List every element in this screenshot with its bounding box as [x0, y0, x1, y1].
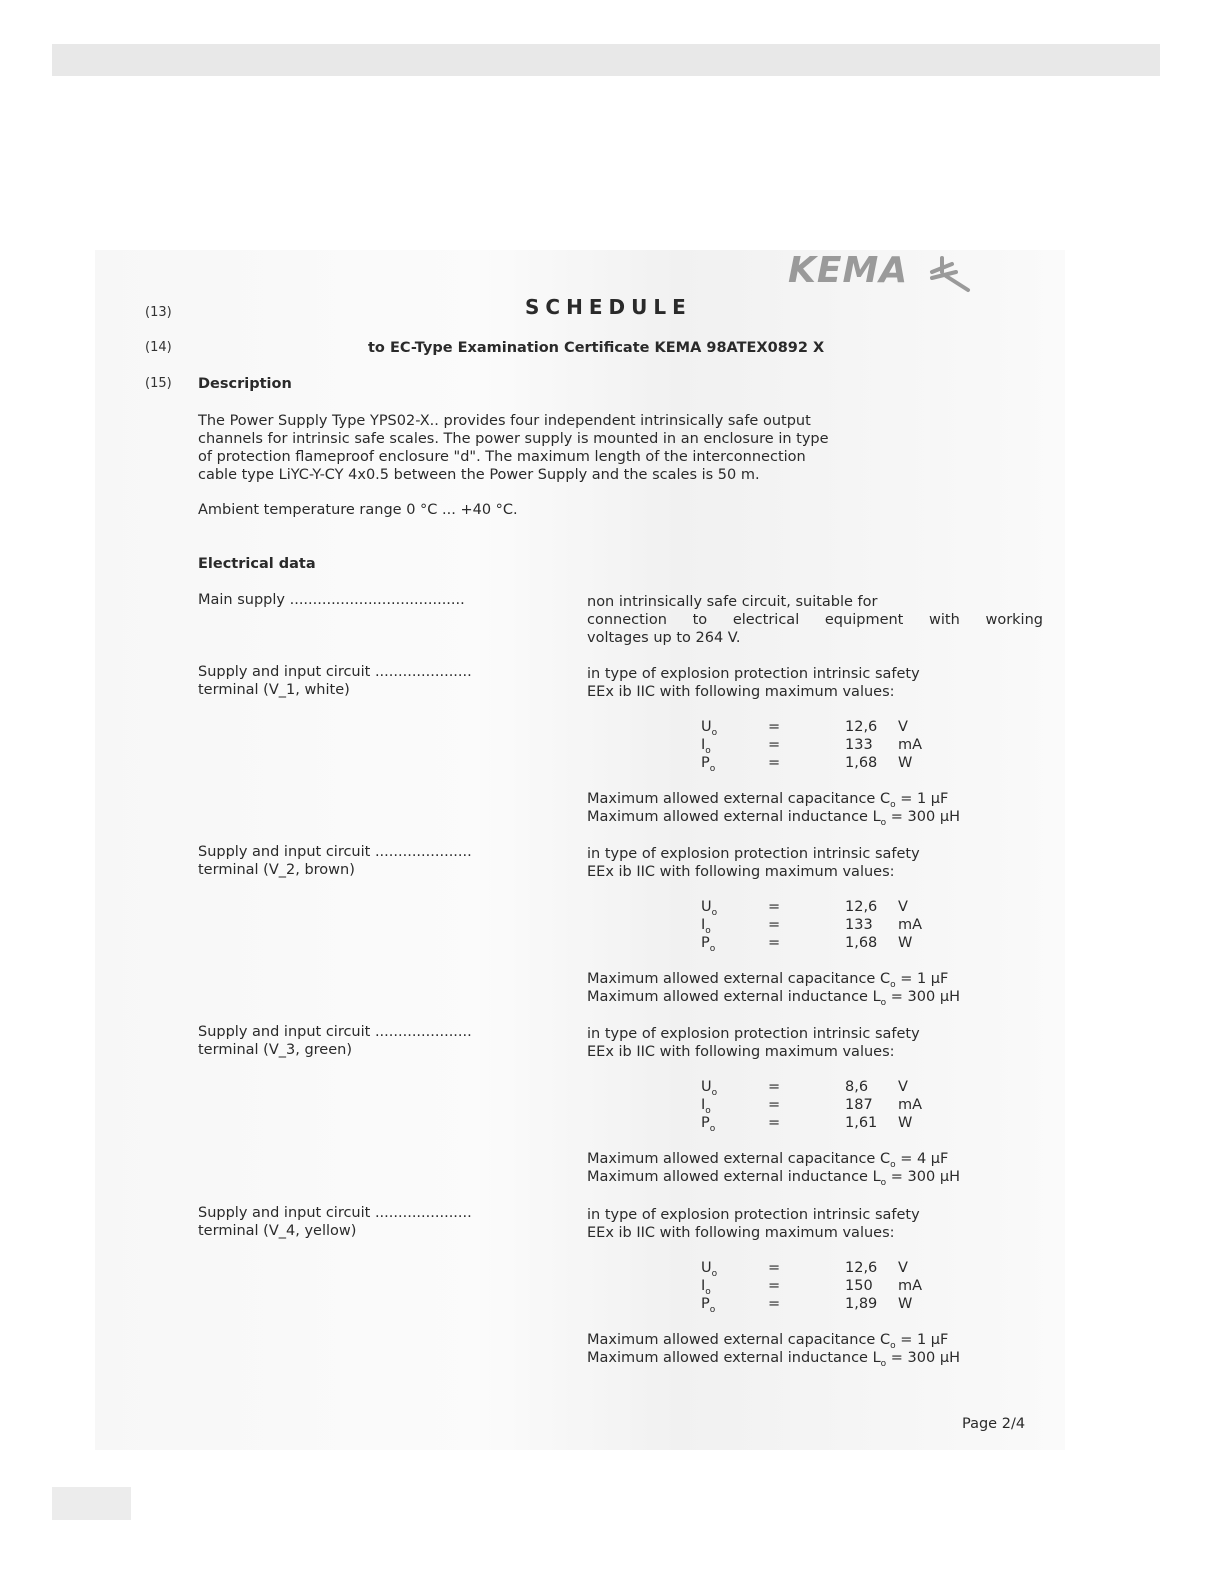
- equals-sign: =: [768, 917, 781, 933]
- value-unit: mA: [898, 737, 923, 753]
- value-row: [701, 1277, 941, 1295]
- ambient-temperature: Ambient temperature range 0 °C ... +40 °C.: [198, 502, 518, 518]
- electrical-data-heading: Electrical data: [198, 556, 316, 572]
- equals-sign: =: [768, 1097, 781, 1113]
- max-values-table: [701, 718, 941, 772]
- main-supply-description: [587, 593, 1043, 647]
- main-supply-line: [587, 611, 1043, 629]
- equals-sign: =: [768, 755, 781, 771]
- word: connection: [587, 612, 667, 628]
- word: to: [692, 612, 708, 628]
- value-unit: V: [898, 1260, 908, 1276]
- equals-sign: =: [768, 1260, 781, 1276]
- value-number: 133: [845, 917, 873, 933]
- value-row: [701, 1295, 941, 1313]
- value-number: 187: [845, 1097, 873, 1113]
- value-unit: V: [898, 1079, 908, 1095]
- circuit-values-intro: EEx ib IIC with following maximum values:: [587, 1225, 895, 1241]
- value-symbol: $U_o$: [701, 899, 718, 918]
- page-title: SCHEDULE: [525, 295, 692, 319]
- description-line: of protection flameproof enclosure "d". The maximum length of the interconnection: [198, 449, 806, 465]
- main-supply-label: Main supply ......................................: [198, 592, 465, 608]
- circuit-terminal: terminal (V_2, brown): [198, 862, 355, 878]
- capacitance-line: Maximum allowed external capacitance $C_o = 1$ μF: [587, 791, 949, 810]
- value-number: 1,68: [845, 755, 878, 771]
- word: with: [929, 612, 960, 628]
- max-values-table: [701, 1078, 941, 1132]
- value-unit: mA: [898, 917, 923, 933]
- kema-logo: [788, 248, 978, 294]
- capacitance-line: Maximum allowed external capacitance $C_o = 4$ μF: [587, 1151, 949, 1170]
- value-symbol: $P_o$: [701, 755, 716, 774]
- value-row: [701, 1114, 941, 1132]
- max-values-table: [701, 898, 941, 952]
- value-symbol: $I_o$: [701, 1278, 711, 1297]
- value-symbol: $I_o$: [701, 1097, 711, 1116]
- word: electrical: [732, 612, 800, 628]
- value-unit: mA: [898, 1097, 923, 1113]
- value-symbol: $P_o$: [701, 935, 716, 954]
- circuit-protection: in type of explosion protection intrinsic safety: [587, 666, 920, 682]
- main-supply-line: voltages up to 264 V.: [587, 630, 741, 646]
- circuit-values-intro: EEx ib IIC with following maximum values:: [587, 684, 895, 700]
- equals-sign: =: [768, 1278, 781, 1294]
- value-row: [701, 754, 941, 772]
- description-line: The Power Supply Type YPS02-X.. provides four independent intrinsically safe output: [198, 413, 811, 429]
- value-row: [701, 1259, 941, 1277]
- value-row: [701, 916, 941, 934]
- main-supply-line: non intrinsically safe circuit, suitable for: [587, 594, 878, 610]
- description-line: channels for intrinsic safe scales. The power supply is mounted in an enclosure in type: [198, 431, 829, 447]
- value-number: 150: [845, 1278, 873, 1294]
- value-unit: V: [898, 719, 908, 735]
- value-number: 8,6: [845, 1079, 869, 1095]
- circuit-protection: in type of explosion protection intrinsic safety: [587, 1207, 920, 1223]
- word: equipment: [824, 612, 904, 628]
- circuit-values-intro: EEx ib IIC with following maximum values:: [587, 864, 895, 880]
- description-paragraph: [198, 412, 829, 484]
- value-row: [701, 1096, 941, 1114]
- circuit-terminal: terminal (V_3, green): [198, 1042, 352, 1058]
- value-row: [701, 736, 941, 754]
- capacitance-line: Maximum allowed external capacitance $C_o = 1$ μF: [587, 1332, 949, 1351]
- logo-text: KEMA: [788, 250, 909, 291]
- value-number: 12,6: [845, 719, 878, 735]
- value-unit: W: [898, 755, 913, 771]
- value-number: 12,6: [845, 899, 878, 915]
- value-symbol: $P_o$: [701, 1115, 716, 1134]
- circuit-label: Supply and input circuit .....................: [198, 664, 472, 680]
- value-unit: V: [898, 899, 908, 915]
- value-number: 133: [845, 737, 873, 753]
- top-bar: [52, 44, 1160, 76]
- equals-sign: =: [768, 1079, 781, 1095]
- circuit-label: Supply and input circuit .....................: [198, 1024, 472, 1040]
- value-symbol: $U_o$: [701, 719, 718, 738]
- value-number: 12,6: [845, 1260, 878, 1276]
- circuit-terminal: terminal (V_4, yellow): [198, 1223, 357, 1239]
- page-number: Page 2/4: [962, 1416, 1026, 1432]
- certificate-subtitle: to EC-Type Examination Certificate KEMA 98ATEX0892 X: [368, 340, 825, 356]
- equals-sign: =: [768, 737, 781, 753]
- capacitance-line: Maximum allowed external capacitance $C_o = 1$ μF: [587, 971, 949, 990]
- equals-sign: =: [768, 935, 781, 951]
- kema-mark-icon: [928, 252, 976, 294]
- max-values-table: [701, 1259, 941, 1313]
- circuit-label: Supply and input circuit .....................: [198, 1205, 472, 1221]
- description-heading: Description: [198, 376, 292, 392]
- inductance-line: Maximum allowed external inductance $L_o = 300$ μH: [587, 1350, 960, 1369]
- value-number: 1,68: [845, 935, 878, 951]
- equals-sign: =: [768, 1115, 781, 1131]
- circuit-label: Supply and input circuit .....................: [198, 844, 472, 860]
- value-row: [701, 898, 941, 916]
- value-symbol: $P_o$: [701, 1296, 716, 1315]
- bottom-box: [52, 1487, 131, 1520]
- value-row: [701, 1078, 941, 1096]
- value-row: [701, 718, 941, 736]
- value-unit: W: [898, 1115, 913, 1131]
- equals-sign: =: [768, 1296, 781, 1312]
- value-symbol: $I_o$: [701, 737, 711, 756]
- circuit-terminal: terminal (V_1, white): [198, 682, 350, 698]
- value-symbol: $U_o$: [701, 1079, 718, 1098]
- item-number-13: (13): [145, 305, 172, 320]
- value-symbol: $U_o$: [701, 1260, 718, 1279]
- value-unit: W: [898, 935, 913, 951]
- item-number-14: (14): [145, 340, 172, 355]
- inductance-line: Maximum allowed external inductance $L_o = 300$ μH: [587, 989, 960, 1008]
- value-symbol: $I_o$: [701, 917, 711, 936]
- description-line: cable type LiYC-Y-CY 4x0.5 between the Power Supply and the scales is 50 m.: [198, 467, 760, 483]
- value-unit: mA: [898, 1278, 923, 1294]
- value-row: [701, 934, 941, 952]
- circuit-protection: in type of explosion protection intrinsic safety: [587, 846, 920, 862]
- equals-sign: =: [768, 719, 781, 735]
- circuit-protection: in type of explosion protection intrinsic safety: [587, 1026, 920, 1042]
- equals-sign: =: [768, 899, 781, 915]
- word: working: [985, 612, 1043, 628]
- item-number-15: (15): [145, 376, 172, 391]
- inductance-line: Maximum allowed external inductance $L_o = 300$ μH: [587, 809, 960, 828]
- value-unit: W: [898, 1296, 913, 1312]
- value-number: 1,89: [845, 1296, 878, 1312]
- value-number: 1,61: [845, 1115, 878, 1131]
- inductance-line: Maximum allowed external inductance $L_o = 300$ μH: [587, 1169, 960, 1188]
- circuit-values-intro: EEx ib IIC with following maximum values:: [587, 1044, 895, 1060]
